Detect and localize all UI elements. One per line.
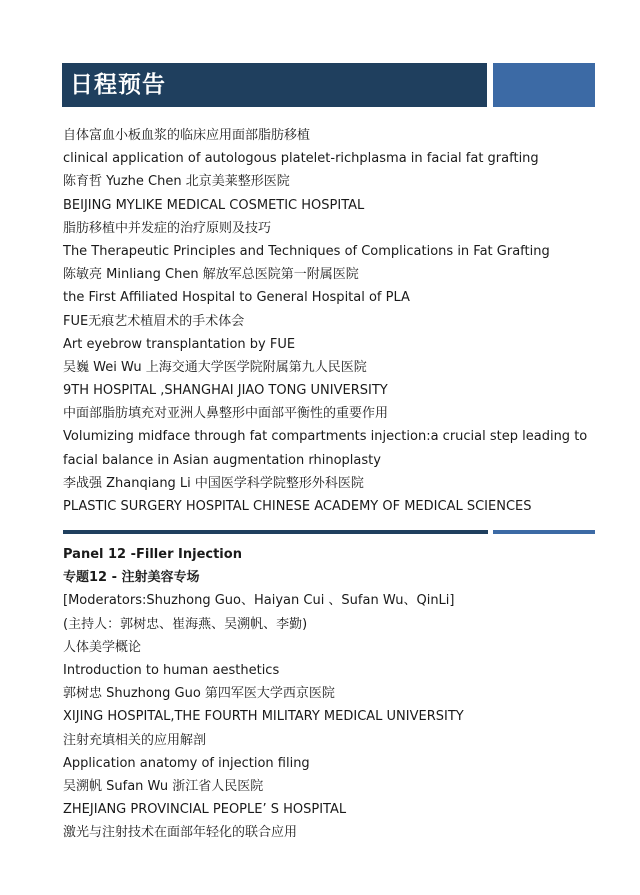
header-accent-block	[493, 63, 595, 107]
text-line: The Therapeutic Principles and Techniques of Complications in Fat Grafting	[63, 243, 550, 259]
page-title: 日程预告	[70, 72, 166, 98]
moderators-line-cn: (主持人：郭树忠、崔海燕、吴溯帆、李勤)	[63, 616, 308, 632]
text-line: 激光与注射技术在面部年轻化的联合应用	[63, 825, 298, 841]
text-line: Introduction to human aesthetics	[63, 662, 280, 678]
text-line: Application anatomy of injection filing	[63, 755, 310, 771]
speaker-line: 郭树忠 Shuzhong Guo 第四军医大学西京医院	[63, 686, 335, 702]
schedule-section-2	[63, 543, 600, 844]
text-line: 自体富血小板血浆的临床应用面部脂肪移植	[63, 128, 311, 143]
moderators-line: [Moderators:Shuzhong Guo、Haiyan Cui 、Sufan Wu、QinLi]	[63, 593, 455, 609]
hospital-line: BEIJING MYLIKE MEDICAL COSMETIC HOSPITAL	[63, 197, 365, 213]
hospital-line: PLASTIC SURGERY HOSPITAL CHINESE ACADEMY OF MEDICAL SCIENCES	[63, 499, 532, 514]
speaker-line: 陈育哲 Yuzhe Chen 北京美莱整形医院	[63, 174, 290, 190]
hospital-line: the First Affiliated Hospital to General Hospital of PLA	[63, 290, 410, 306]
text-line: FUE无痕艺术植眉术的手术体会	[63, 313, 245, 329]
hospital-line: 9TH HOSPITAL ,SHANGHAI JIAO TONG UNIVERSITY	[63, 383, 388, 399]
text-line: 人体美学概论	[63, 639, 142, 655]
text-line: Art eyebrow transplantation by FUE	[63, 336, 296, 352]
hospital-line: ZHEJIANG PROVINCIAL PEOPLE’ S HOSPITAL	[63, 802, 347, 818]
text-line: 中面部脂肪填充对亚洲人鼻整形中面部平衡性的重要作用	[63, 406, 389, 422]
panel-title-cn: 专题12 - 注射美容专场	[63, 570, 200, 586]
header-bar	[62, 63, 487, 107]
section-divider-accent	[493, 530, 595, 534]
speaker-line: 李战强 Zhanqiang Li 中国医学科学院整形外科医院	[63, 475, 364, 491]
speaker-line: 陈敏亮 Minliang Chen 解放军总医院第一附属医院	[63, 267, 359, 283]
text-line: clinical application of autologous platelet-richplasma in facial fat grafting	[63, 151, 539, 167]
schedule-section-1	[63, 124, 600, 518]
speaker-line: 吴巍 Wei Wu 上海交通大学医学院附属第九人民医院	[63, 359, 367, 375]
text-line: 注射充填相关的应用解剖	[63, 732, 207, 748]
text-line: Volumizing midface through fat compartments injection:a crucial step leading to	[63, 429, 588, 445]
text-line: facial balance in Asian augmentation rhinoplasty	[63, 452, 381, 468]
hospital-line: XIJING HOSPITAL,THE FOURTH MILITARY MEDICAL UNIVERSITY	[63, 709, 464, 725]
section-divider	[63, 530, 488, 534]
panel-title-en: Panel 12 -Filler Injection	[63, 547, 242, 562]
text-line: 脂肪移植中并发症的治疗原则及技巧	[63, 220, 272, 236]
speaker-line: 吴溯帆 Sufan Wu 浙江省人民医院	[63, 778, 264, 794]
